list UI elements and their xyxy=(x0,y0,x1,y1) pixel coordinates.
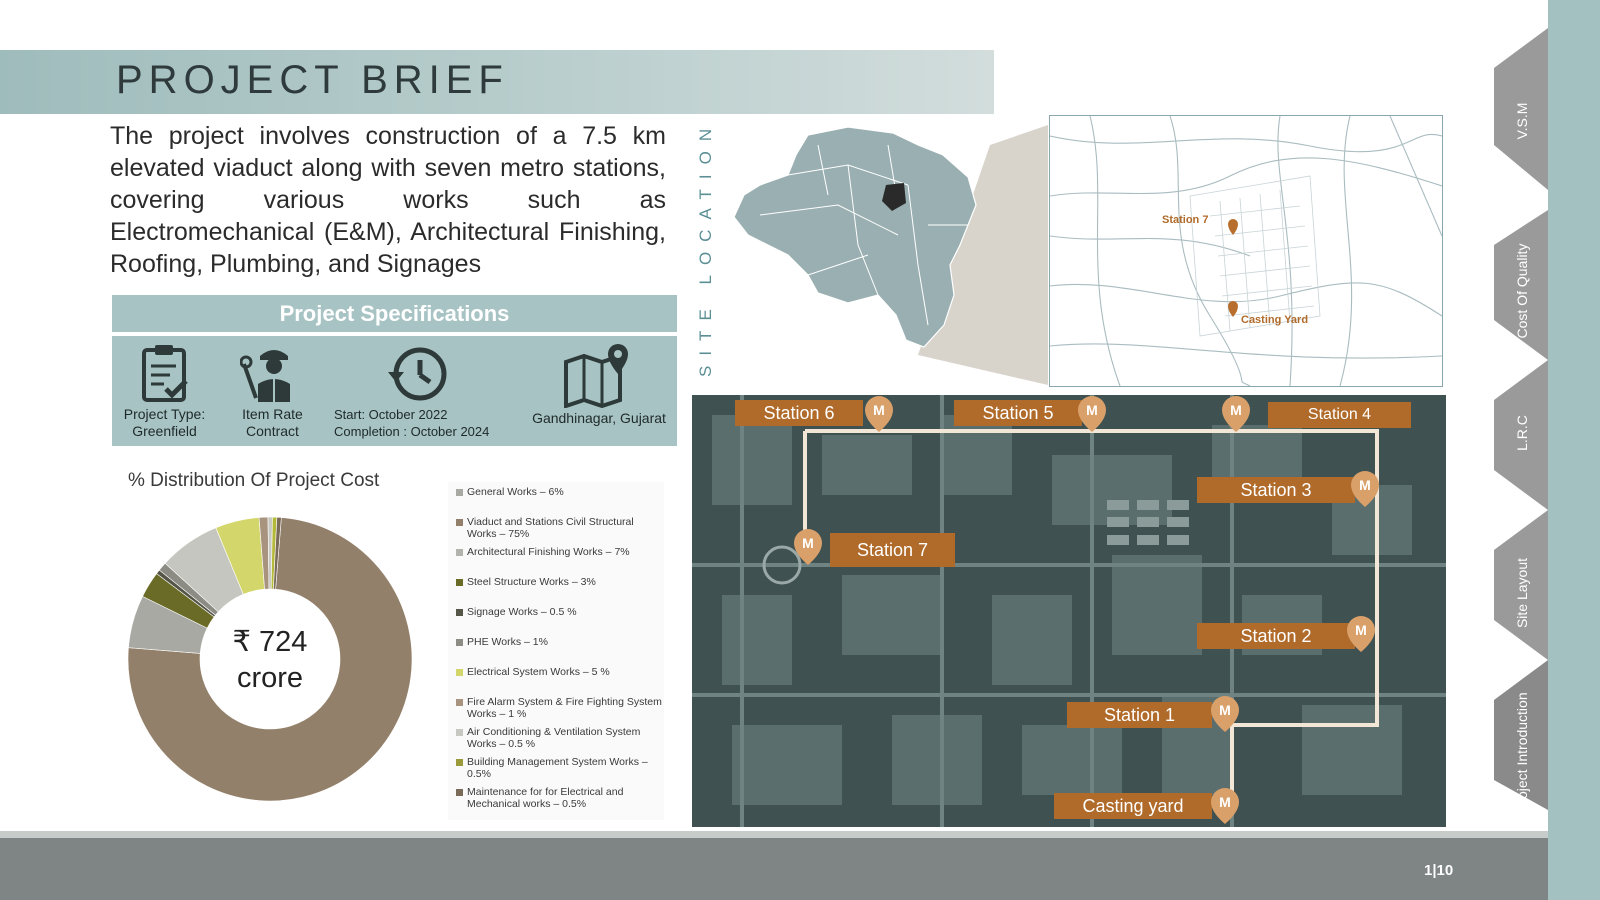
legend-label: Air Conditioning & Ventilation System Works – 0.5 % xyxy=(467,726,641,750)
legend-swatch xyxy=(456,699,463,706)
legend-swatch xyxy=(456,789,463,796)
engineer-icon xyxy=(240,342,306,404)
distribution-title: % Distribution Of Project Cost xyxy=(128,470,380,491)
site-location-label: SITE LOCATION xyxy=(696,118,715,378)
svg-text:M: M xyxy=(1230,402,1242,418)
page-title: PROJECT BRIEF xyxy=(116,58,509,102)
legend-swatch xyxy=(456,729,463,736)
metro-marker-icon xyxy=(1221,395,1251,438)
legend-label: Steel Structure Works – 3% xyxy=(467,576,596,588)
metro-marker-icon xyxy=(1077,395,1107,438)
svg-text:M: M xyxy=(873,402,885,418)
project-description: The project involves construction of a 7.5 km elevated viaduct along with seven metro stations, covering various works such as Electromechanical (E&M), Architectural Finishing, Roofing, Plumbing, and Signages xyxy=(110,122,666,278)
spec-start-date: Start: October 2022 xyxy=(334,407,448,422)
metro-marker-icon xyxy=(1350,470,1380,513)
station-2-label: Station 2 xyxy=(1197,623,1355,649)
station-7-marker-icon xyxy=(1228,219,1238,235)
legend-label: Viaduct and Stations Civil Structural Works – 75% xyxy=(467,516,634,540)
svg-text:M: M xyxy=(802,535,814,551)
legend-label: General Works – 6% xyxy=(467,486,564,498)
legend-label: PHE Works – 1% xyxy=(467,636,548,648)
clipboard-check-icon xyxy=(138,342,192,404)
legend-label: Fire Alarm System & Fire Fighting System Works – 1 % xyxy=(467,696,662,720)
satellite-imagery xyxy=(692,395,1446,827)
page-number: 1|10 xyxy=(1424,862,1454,879)
total-cost-value: ₹ 724 xyxy=(232,626,308,658)
total-cost xyxy=(200,624,340,696)
satellite-route-map xyxy=(692,395,1446,827)
title-band xyxy=(0,50,994,114)
svg-text:M: M xyxy=(1219,702,1231,718)
station-1-label: Station 1 xyxy=(1067,702,1212,728)
legend-swatch xyxy=(456,489,463,496)
state-map xyxy=(728,125,1050,385)
tab-cost-of-quality[interactable]: Cost Of Quality xyxy=(1514,243,1530,339)
spec-label-line2: Greenfield xyxy=(132,423,197,439)
spec-location xyxy=(524,336,674,446)
legend-swatch xyxy=(456,519,463,526)
specifications-header: Project Specifications xyxy=(112,295,677,332)
total-cost-unit: crore xyxy=(236,662,304,694)
nav-tabs-graphic xyxy=(1494,20,1600,850)
svg-text:M: M xyxy=(1355,622,1367,638)
casting-yard-label: Casting yard xyxy=(1054,793,1212,819)
spec-project-type xyxy=(112,336,217,446)
station-5-label: Station 5 xyxy=(954,400,1082,426)
cost-legend xyxy=(448,482,664,820)
spec-label-line1: Project Type: xyxy=(123,406,206,422)
metro-marker-icon xyxy=(1346,615,1376,658)
spec-completion-date: Completion : October 2024 xyxy=(334,424,490,439)
spec-contract xyxy=(220,336,325,446)
legend-swatch xyxy=(456,669,463,676)
legend-swatch xyxy=(456,759,463,766)
inset-label-station-7: Station 7 xyxy=(1162,214,1209,226)
tab-site-layout[interactable]: Site Layout xyxy=(1514,557,1530,629)
legend-label: Signage Works – 0.5 % xyxy=(467,606,577,618)
svg-text:M: M xyxy=(1086,402,1098,418)
legend-label: Electrical System Works – 5 % xyxy=(467,666,610,678)
metro-marker-icon xyxy=(864,395,894,438)
specifications-panel xyxy=(112,336,677,446)
tab-project-introduction[interactable]: Project Introduction xyxy=(1514,692,1530,813)
station-6-label: Station 6 xyxy=(735,400,863,426)
footer-bar xyxy=(0,838,1548,900)
gujarat-outline xyxy=(734,127,976,347)
metro-marker-icon xyxy=(793,528,823,571)
legend-label: Building Management System Works – 0.5% xyxy=(467,756,648,780)
station-3-label: Station 3 xyxy=(1197,477,1355,503)
tab-vsm[interactable]: V.S.M xyxy=(1514,102,1530,140)
legend-swatch xyxy=(456,549,463,556)
history-clock-icon xyxy=(384,342,450,404)
legend-swatch xyxy=(456,639,463,646)
legend-label: Architectural Finishing Works – 7% xyxy=(467,546,630,558)
spec-schedule xyxy=(334,336,509,446)
spec-label-line2: Contract xyxy=(246,423,299,439)
legend-swatch xyxy=(456,609,463,616)
inset-city-map xyxy=(1049,115,1443,387)
map-pin-icon xyxy=(562,342,636,408)
station-4-label: Station 4 xyxy=(1268,402,1411,428)
road-network xyxy=(1050,116,1442,386)
svg-text:M: M xyxy=(1219,794,1231,810)
spec-label-line1: Gandhinagar, Gujarat xyxy=(532,410,666,426)
metro-marker-icon xyxy=(1210,787,1240,827)
spec-label-line1: Item Rate xyxy=(242,406,303,422)
station-7-label: Station 7 xyxy=(830,533,955,567)
svg-text:M: M xyxy=(1359,477,1371,493)
legend-label: Maintenance for for Electrical and Mechanical works – 0.5% xyxy=(467,786,624,810)
tab-lrc[interactable]: L.R.C xyxy=(1514,415,1530,451)
inset-label-casting-yard: Casting Yard xyxy=(1241,314,1309,326)
metro-marker-icon xyxy=(1210,695,1240,738)
legend-swatch xyxy=(456,579,463,586)
